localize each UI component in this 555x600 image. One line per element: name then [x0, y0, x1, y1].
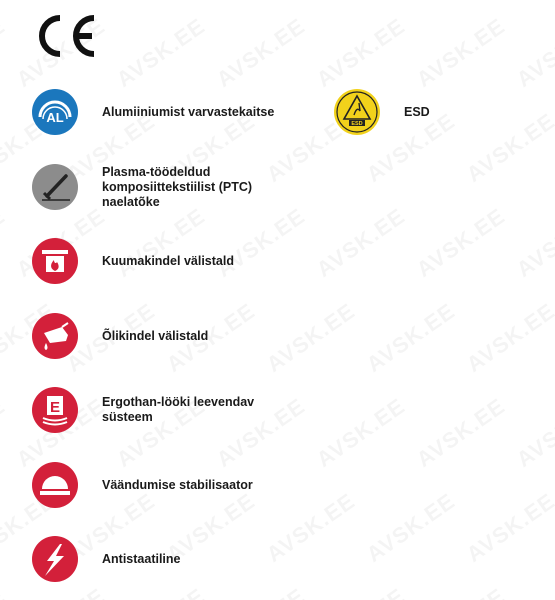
feature-label: Antistaatiline [102, 551, 181, 566]
watermark-text [512, 583, 555, 600]
feature-heat-resistant-sole [32, 238, 234, 284]
feature-label: ESD [404, 104, 430, 119]
watermark-text [262, 298, 360, 378]
watermark-text [412, 393, 510, 473]
watermark-text [0, 583, 10, 600]
watermark-text [212, 583, 310, 600]
watermark-text [512, 13, 555, 93]
watermark-text [312, 13, 410, 93]
feature-label: Ergothan-lööki leevendav süsteem [102, 395, 255, 424]
watermark-text [512, 393, 555, 473]
feature-label: Õlikindel välistald [102, 328, 209, 343]
watermark-text [112, 13, 210, 93]
watermark-text [462, 298, 555, 378]
watermark-text [112, 583, 210, 600]
ergothan-system-icon [32, 387, 78, 433]
feature-aluminium-toecap [32, 89, 274, 135]
watermark-text [0, 13, 10, 93]
esd-badge-text: ESD [351, 121, 363, 127]
aluminium-badge-text: AL [46, 110, 64, 125]
watermark-text [212, 13, 310, 93]
watermark-text [312, 393, 410, 473]
antistatic-icon [32, 536, 78, 582]
feature-label: Väändumise stabilisaator [102, 477, 253, 492]
torsion-stabilizer-icon [32, 462, 78, 508]
ce-mark-icon [30, 12, 102, 60]
watermark-text [0, 393, 10, 473]
watermark-text [512, 203, 555, 283]
feature-torsion-stabilizer [32, 462, 253, 508]
esd-icon [334, 89, 380, 135]
oil-resistant-sole-icon [32, 313, 78, 359]
watermark-text [12, 583, 110, 600]
feature-label: Alumiiniumist varvastekaitse [102, 104, 275, 119]
feature-oil-resistant-sole [32, 313, 208, 359]
watermark-text [462, 488, 555, 568]
feature-esd [334, 89, 430, 135]
watermark-text [362, 298, 460, 378]
heat-resistant-sole-icon [32, 238, 78, 284]
ptc-nail-protection-icon [32, 164, 78, 210]
watermark-text [312, 583, 410, 600]
aluminium-toecap-icon [32, 89, 78, 135]
feature-label: Kuumakindel välistald [102, 253, 234, 268]
watermark-text [462, 108, 555, 188]
watermark-text [412, 203, 510, 283]
watermark-text [312, 203, 410, 283]
watermark-text [362, 488, 460, 568]
watermark-text [412, 13, 510, 93]
watermark-text [412, 583, 510, 600]
feature-ptc-nail-protection [32, 164, 252, 210]
feature-antistatic [32, 536, 181, 582]
watermark-text [262, 488, 360, 568]
feature-label: Plasma-töödeldud komposiittekstiilist (PTC) naelatõke [102, 164, 253, 209]
watermark-text [0, 203, 10, 283]
ergothan-badge-text: E [49, 399, 61, 416]
feature-ergothan-system [32, 387, 254, 433]
